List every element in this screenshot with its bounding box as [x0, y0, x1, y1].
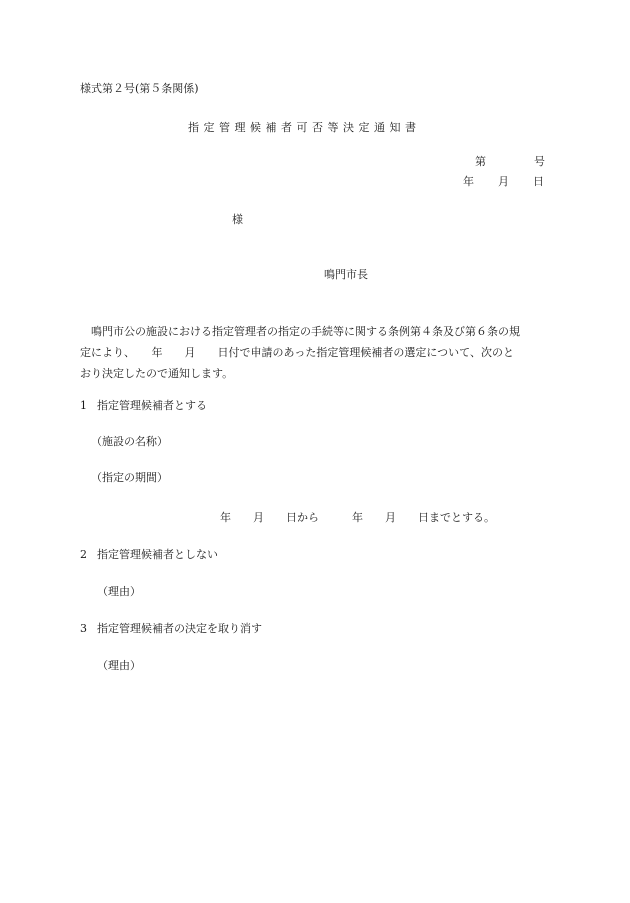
section-2-heading	[80, 548, 218, 562]
section-3-heading	[80, 622, 262, 636]
form-number: 様式第２号(第５条関係)	[80, 82, 199, 95]
section-1-number: 1	[80, 399, 87, 412]
start-day: 日から	[286, 511, 319, 524]
end-month: 月	[385, 511, 396, 524]
section-3-number: 3	[80, 622, 87, 635]
section-2-text: 指定管理候補者としない	[97, 548, 218, 561]
designation-period-label: （指定の期間）	[91, 471, 168, 484]
document-title: 指定管理候補者可否等決定通知書	[188, 121, 421, 134]
designation-period-range	[220, 511, 495, 525]
date-year: 年	[463, 175, 474, 188]
start-month: 月	[253, 511, 264, 524]
section-1-heading	[80, 399, 207, 413]
sender-name: 鳴門市長	[324, 268, 368, 281]
end-day: 日までとする。	[418, 511, 495, 524]
date-month: 月	[498, 175, 509, 188]
number-suffix: 号	[534, 155, 545, 168]
number-prefix: 第	[475, 155, 486, 168]
document-number-line	[475, 155, 545, 169]
addressee-honorific: 様	[232, 213, 243, 226]
section-1-text: 指定管理候補者とする	[97, 399, 207, 412]
body-line-1: 鳴門市公の施設における指定管理者の指定の手続等に関する条例第４条及び第６条の規	[91, 325, 520, 338]
end-year: 年	[352, 511, 363, 524]
date-day: 日	[533, 175, 544, 188]
facility-name-label: （施設の名称）	[91, 435, 168, 448]
body-line-2: 定により、 年 月 日付で申請のあった指定管理候補者の選定について、次のと	[80, 346, 514, 359]
section-2-number: 2	[80, 548, 87, 561]
reason-label-1: （理由）	[97, 585, 141, 598]
body-line-3: おり決定したので通知します。	[80, 367, 234, 380]
reason-label-2: （理由）	[97, 659, 141, 672]
start-year: 年	[220, 511, 231, 524]
issue-date-line	[463, 175, 544, 189]
section-3-text: 指定管理候補者の決定を取り消す	[97, 622, 262, 635]
notice-body	[80, 321, 550, 384]
